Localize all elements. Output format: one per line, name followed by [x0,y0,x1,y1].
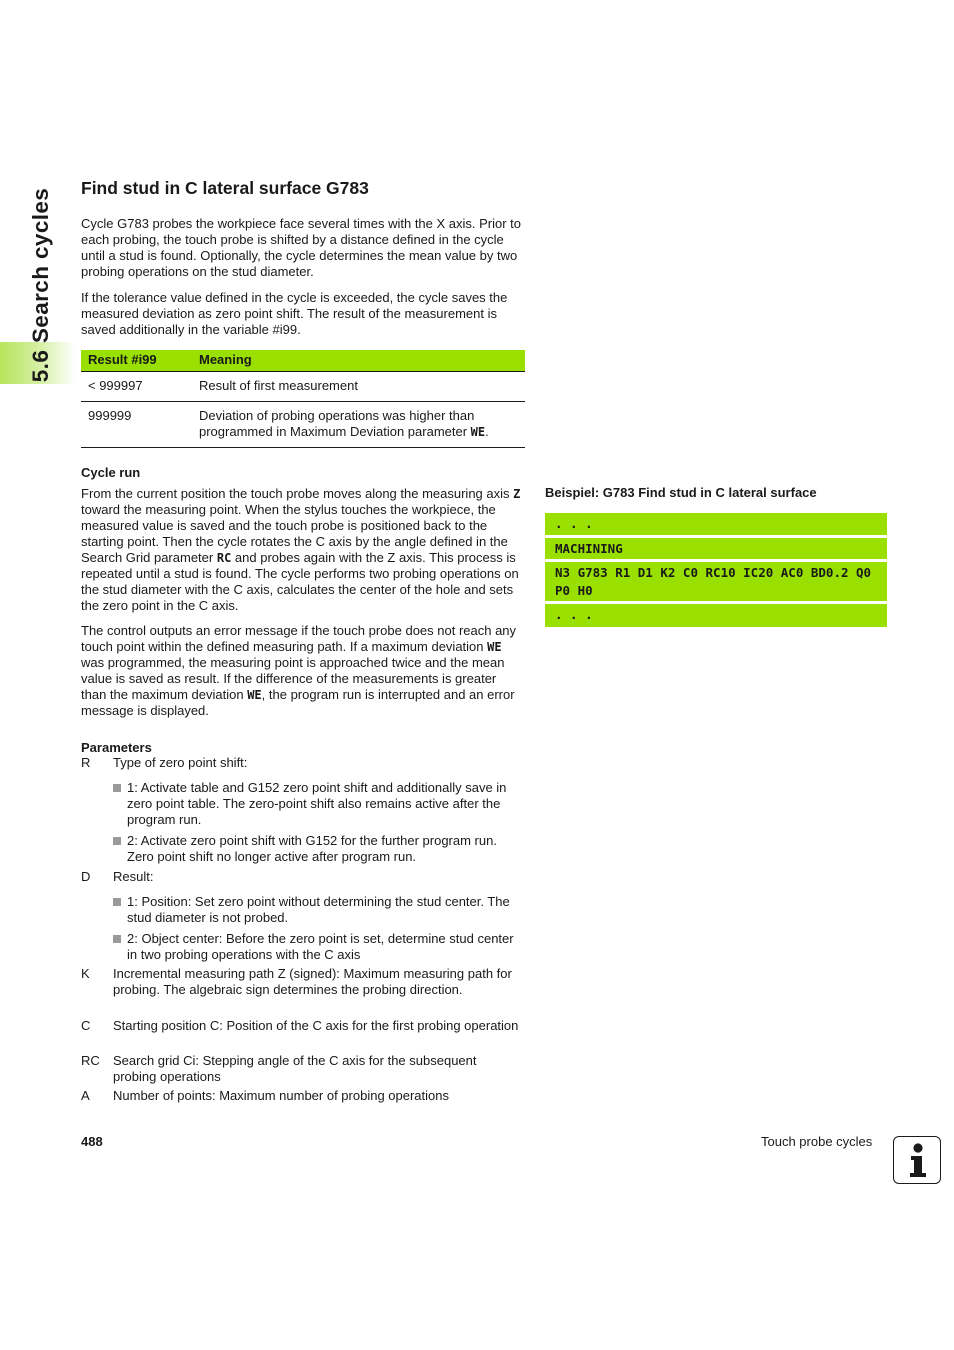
bullet-square-icon [113,837,121,845]
cycle-run-paragraph-1: From the current position the touch probe moves along the measuring axis Z toward the measuring point. When the stylus touches the workpiece, the measured value is saved and the touch probe is positioned back to the starting point. Then the cycle rotates the C axis by the angle defined in the Search Grid parameter RC and probes again with the Z axis. This process is repeated until a stud is found. The cycle performs two probing operations on the stud diameter with the C axis, calculates the center of the hole and sets the zero point in the C axis. [81,486,521,613]
param-key-rc: RC [81,1053,100,1068]
param-text-a: Number of points: Maximum number of probing operations [113,1088,449,1103]
example-code-line: . . . [545,513,887,535]
result-cell: < 999997 [88,378,143,393]
table-row [81,402,525,448]
intro-paragraph-2: If the tolerance value defined in the cycle is exceeded, the cycle saves the measured deviation as zero point shift. The result of the measurement is saved additionally in the variable #i99. [81,290,508,337]
list-item: 2: Activate zero point shift with G152 for the further program run. Zero point shift no longer active after program run. [113,833,523,865]
list-item: 1: Position: Set zero point without determining the stud center. The stud diameter is not probed. [113,894,523,926]
bullet-square-icon [113,935,121,943]
example-code-line: N3 G783 R1 D1 K2 C0 RC10 IC20 AC0 BD0.2 Q0 P0 H0 [545,562,887,601]
intro-paragraph-1: Cycle G783 probes the workpiece face several times with the X axis. Prior to each probing, the touch probe is shifted by a distance defined in the cycle until a stud is found. Optionally, the cycle determines the mean value by two probing operations on the stud diameter. [81,216,522,279]
cycle-run-heading: Cycle run [81,465,141,480]
chapter-title: Touch probe cycles [761,1134,873,1149]
result-cell: 999999 [88,408,132,423]
param-text-rc: Search grid Ci: Stepping angle of the C axis for the subsequent probing operations [113,1053,477,1084]
meaning-cell: Result of first measurement [199,378,358,393]
list-item: 1: Activate table and G152 zero point shift and additionally save in zero point table. The zero-point shift also remains active after the program run. [113,780,523,828]
section-title: Find stud in C lateral surface G783 [81,178,369,198]
result-column-header: Result #i99 [88,352,157,367]
param-key-r: R [81,755,91,770]
result-table [81,350,525,448]
example-title: Beispiel: G783 Find stud in C lateral surface [545,485,817,500]
page-number: 488 [81,1134,103,1149]
bullet-square-icon [113,784,121,792]
param-text-d: Result: [113,869,154,884]
param-key-c: C [81,1018,91,1033]
table-row [81,372,525,402]
list-item: 2: Object center: Before the zero point is set, determine stud center in two probing operations with the C axis [113,931,523,963]
side-chapter-label [21,180,61,390]
meaning-column-header: Meaning [199,352,252,367]
param-text-r: Type of zero point shift: [113,755,248,770]
result-table-header [81,350,525,372]
param-text-c: Starting position C: Position of the C axis for the first probing operation [113,1018,519,1033]
side-chapter-text: 5.6 Search cycles [28,187,53,383]
cycle-run-paragraph-2: The control outputs an error message if the touch probe does not reach any touch point within the defined measuring path. If a maximum deviation WE was programmed, the measuring point is approached twice and the mean value is saved as result. If the difference of the measurements is greater than the maximum deviation WE, the program run is interrupted and an error message is displayed. [81,623,517,718]
meaning-cell: Deviation of probing operations was higher than programmed in Maximum Deviation parameter WE. [199,408,489,439]
param-text-k: Incremental measuring path Z (signed): Maximum measuring path for probing. The algebraic sign determines the probing direction. [113,966,512,997]
info-icon [893,1136,941,1184]
example-code-line: . . . [545,604,887,627]
param-key-k: K [81,966,90,981]
param-key-d: D [81,869,91,884]
param-key-a: A [81,1088,90,1103]
parameters-heading: Parameters [81,740,152,755]
example-code-line: MACHINING [545,538,887,559]
bullet-square-icon [113,898,121,906]
